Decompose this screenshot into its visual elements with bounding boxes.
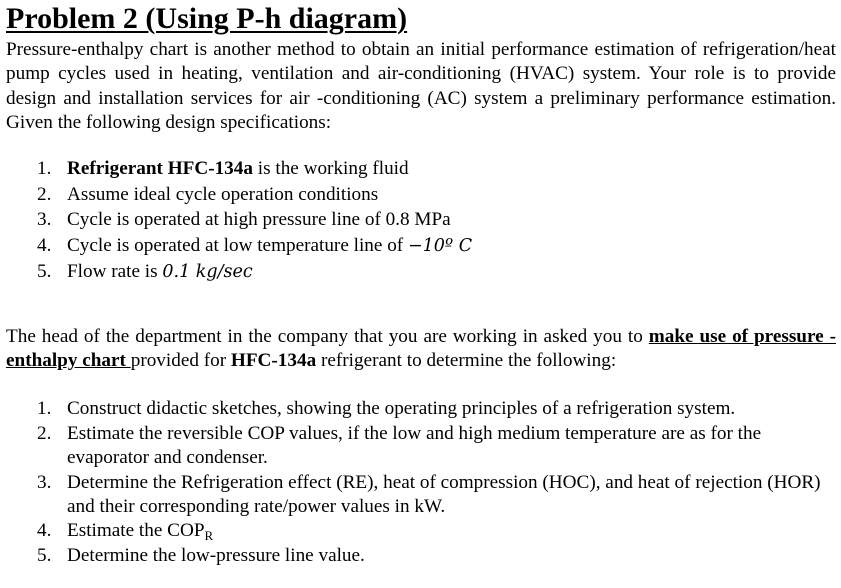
spec-math-temperature: −10º C: [407, 235, 473, 256]
spec-item: [37, 259, 836, 286]
spec-number: 2.: [37, 183, 52, 205]
spec-text: Refrigerant HFC-134a is the working fluid: [67, 158, 409, 180]
spec-text: Cycle is operated at low temperature line of −10º C: [67, 234, 473, 256]
question-text: Determine the Refrigeration effect (RE), heat of compression (HOC), and heat of rejection (HOR) and their corresponding rate/power values in kW.: [67, 471, 821, 517]
problem-title: Problem 2 (Using P-h diagram): [6, 2, 408, 35]
question-number: 5.: [37, 544, 52, 566]
spec-item: [37, 233, 836, 260]
spec-text: Assume ideal cycle operation conditions: [67, 183, 379, 205]
spec-item: [37, 182, 836, 208]
document-page: [6, 0, 836, 568]
questions-list: [37, 397, 836, 568]
spec-number: 5.: [37, 261, 52, 283]
question-text: Construct didactic sketches, showing the operating principles of a refrigeration system.: [67, 398, 736, 420]
spec-text: Flow rate is 0.1 kg/sec: [67, 261, 253, 283]
spec-item: [37, 156, 836, 182]
question-text: Estimate the reversible COP values, if the low and high medium temperature are as for the evaporator and condenser.: [67, 422, 762, 469]
spec-number: 1.: [37, 158, 52, 180]
question-text: Determine the low-pressure line value.: [67, 544, 365, 566]
spec-refrigerant: Refrigerant HFC-134a: [67, 158, 253, 180]
question-item: [37, 471, 836, 520]
task-paragraph: The head of the department in the company that you are working in asked you to make use of pressure -enthalpy chart provided for HFC-134a refrigerant to determine the following:: [6, 325, 836, 371]
cop-subscript: R: [204, 528, 214, 544]
spec-number: 3.: [37, 209, 52, 231]
spec-number: 4.: [37, 234, 52, 256]
task-refrigerant: HFC-134a: [230, 349, 317, 371]
question-item: [37, 422, 836, 471]
intro-paragraph: Pressure-enthalpy chart is another method to obtain an initial performance estimation of refrigeration/heat pump cycles used in heating, ventilation and air-conditioning (HVAC) system. Your role is to provide design and installation services for air -conditioning (AC) system a preliminary performance estimation. Given the following design specifications:: [6, 39, 836, 133]
design-specifications-list: [37, 156, 836, 286]
question-item: [37, 397, 836, 421]
spec-math-flow-rate: 0.1 kg/sec: [162, 262, 253, 283]
task-emphasis: make use of pressure -enthalpy chart: [6, 325, 836, 371]
question-number: 1.: [37, 398, 52, 420]
question-item: [37, 544, 836, 568]
spec-item: [37, 207, 836, 233]
question-number: 2.: [37, 422, 52, 444]
spec-text: Cycle is operated at high pressure line of 0.8 MPa: [67, 209, 451, 231]
question-number: 4.: [37, 520, 52, 542]
question-text: Estimate the $COP_R$: [67, 520, 214, 544]
question-number: 3.: [37, 471, 52, 493]
question-item: [37, 519, 836, 543]
